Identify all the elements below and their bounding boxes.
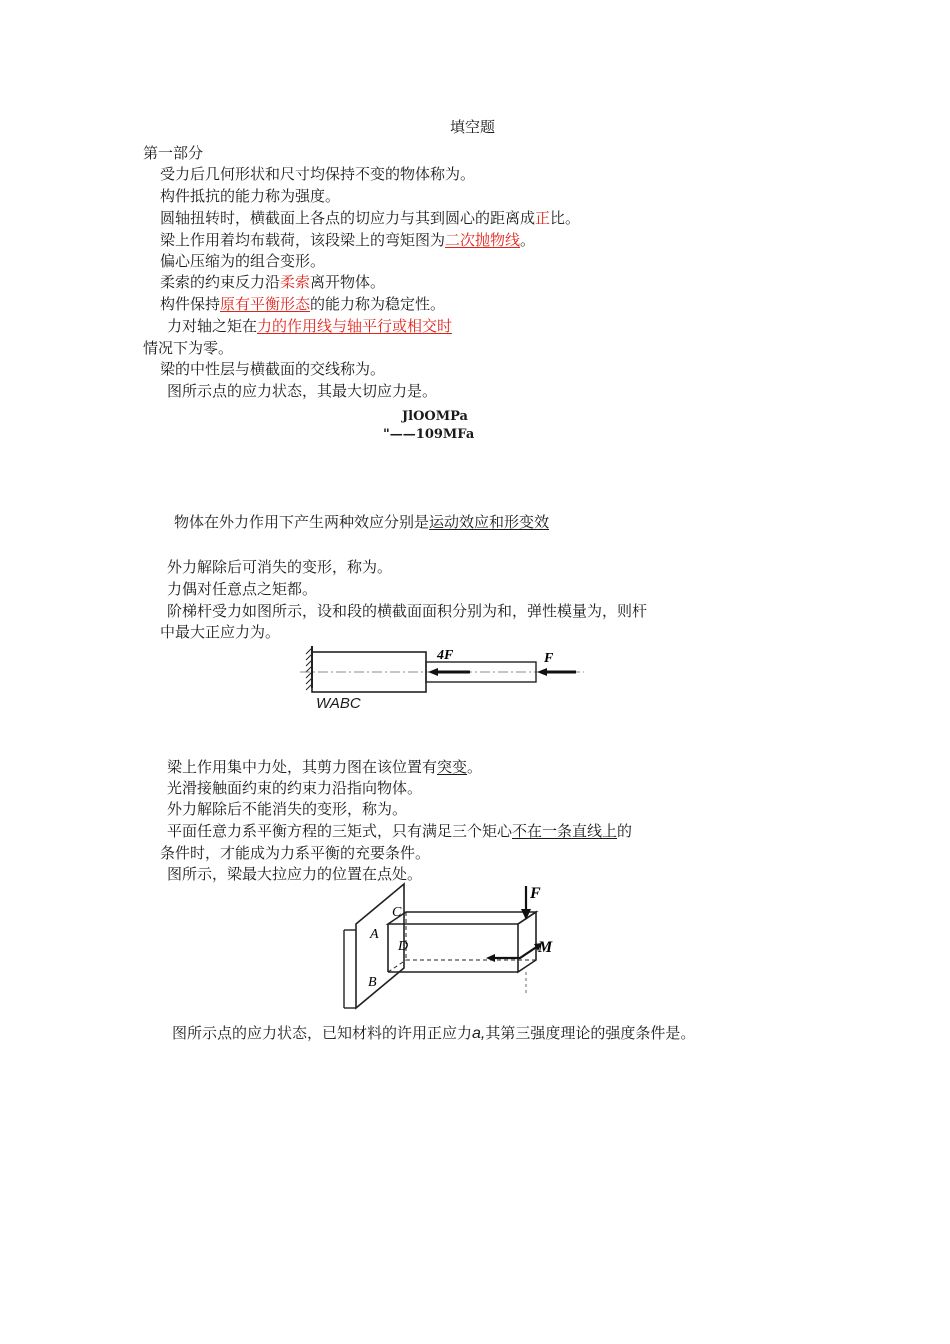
question-text: 离开物体。 (310, 273, 386, 291)
answer: 正 (535, 209, 551, 227)
label-a: A (370, 927, 379, 942)
question-16: 光滑接触面约束的约束力沿指向物体。 (167, 779, 423, 797)
answer: 不在一条直线上 (512, 822, 618, 840)
question-8-cont: 情况下为零。 (143, 339, 234, 357)
question-5: 偏心压缩为的组合变形。 (160, 252, 326, 270)
question-12: 外力解除后可消失的变形，称为。 (167, 558, 393, 576)
wall-plate (356, 884, 404, 1008)
question-9: 梁的中性层与横截面的交线称为。 (160, 360, 386, 378)
question-15 (167, 757, 482, 777)
label-d: D (398, 939, 409, 954)
label-b: B (368, 975, 377, 990)
answer: 柔索 (280, 273, 311, 291)
force-f-arrowhead (521, 909, 531, 920)
question-text: 的能力称为稳定性。 (310, 295, 446, 313)
answer: 原有平衡形态 (220, 295, 311, 313)
label-f: F (544, 651, 554, 666)
question-text: 梁上作用着均布载荷，该段梁上的弯矩图为 (160, 231, 446, 249)
question-text: 比。 (550, 209, 581, 227)
question-14-cont: 中最大正应力为。 (160, 623, 281, 641)
question-13: 力偶对任意点之矩都。 (167, 580, 318, 598)
question-17: 外力解除后不能消失的变形，称为。 (167, 800, 408, 818)
question-11 (174, 512, 549, 532)
question-text: 梁上作用集中力处，其剪力图在该位置有 (167, 758, 438, 776)
question-text: 其第三强度理论的强度条件是。 (485, 1024, 696, 1042)
question-text: 。 (467, 758, 483, 776)
question-text: 。 (520, 231, 536, 249)
question-1: 受力后几何形状和尺寸均保持不变的物体称为。 (160, 165, 476, 183)
question-text: 图所示点的应力状态，已知材料的许用正应力 (172, 1024, 473, 1042)
question-text: 圆轴扭转时，横截面上各点的切应力与其到圆心的距离成 (160, 209, 536, 227)
question-4 (160, 230, 535, 250)
moment-m-path (492, 946, 538, 958)
question-text: 力对轴之矩在 (167, 317, 258, 335)
question-10: 图所示点的应力状态，其最大切应力是。 (167, 382, 438, 400)
question-text: 物体在外力作用下产生两种效应分别是 (174, 513, 430, 531)
beam-top-face (388, 912, 536, 924)
arrowhead-f (537, 668, 547, 676)
label-f: F (530, 885, 541, 902)
question-text: 的 (617, 822, 633, 840)
question-8 (167, 316, 452, 336)
question-3 (160, 208, 580, 228)
answer: 运动效应和形变效 (429, 513, 550, 531)
label-wabc: WABC (316, 695, 361, 712)
label-c: C (392, 905, 402, 920)
question-14: 阶梯杆受力如图所示，设和段的横截面面积分别为和，弹性模量为，则杆 (167, 602, 648, 620)
question-2: 构件抵抗的能力称为强度。 (160, 187, 341, 205)
answer: 突变 (437, 758, 468, 776)
question-text: 柔索的约束反力沿 (160, 273, 281, 291)
question-6 (160, 272, 385, 292)
answer: 二次抛物线 (445, 231, 521, 249)
cantilever-beam-figure (342, 882, 562, 1014)
question-text: 构件保持 (160, 295, 221, 313)
question-19: 图所示，梁最大拉应力的位置在点处。 (167, 865, 423, 883)
symbol-sigma: a, (472, 1025, 486, 1042)
section-heading: 第一部分 (143, 144, 204, 162)
stress-label-2: "——109MFa (383, 427, 475, 442)
beam-end-face (518, 912, 536, 972)
page-title: 填空题 (450, 118, 496, 136)
question-20 (172, 1023, 695, 1044)
question-7 (160, 294, 445, 314)
question-18-cont: 条件时，才能成为力系平衡的充要条件。 (160, 844, 431, 862)
stress-label-1: JlOOMPa (402, 409, 468, 424)
arrowhead-4f (428, 668, 438, 676)
question-text: 平面任意力系平衡方程的三矩式，只有满足三个矩心 (167, 822, 513, 840)
moment-m-arrowhead-1 (486, 954, 495, 962)
label-4f: 4F (437, 648, 454, 663)
label-m: M (538, 939, 553, 956)
answer: 力的作用线与轴平行或相交时 (257, 317, 453, 335)
question-18 (167, 821, 632, 841)
